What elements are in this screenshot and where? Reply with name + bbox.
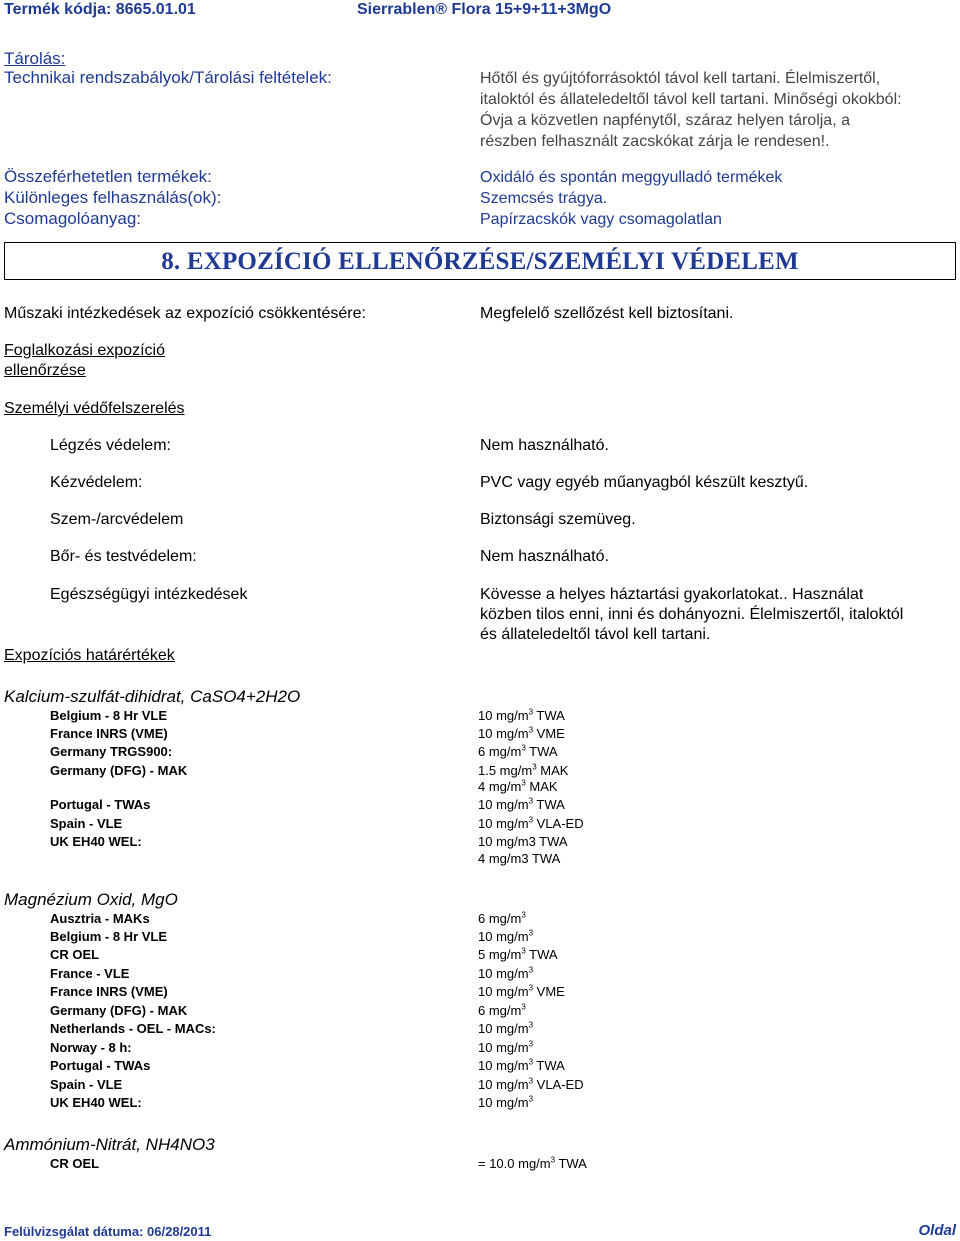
review-date: Felülvizsgálat dátuma: 06/28/2011 [4,1224,212,1239]
limit-value: 10 $mg/m^3$ [478,1020,534,1036]
limit-jurisdiction: Belgium - 8 Hr VLE [50,929,168,944]
storage-rules-line-4: részben felhasznált zacskókat zárja le rendesen!. [480,133,830,150]
storage-rules-line-2: italoktól és állateledeltől távol kell tartani. Minőségi okokból: [480,91,902,108]
limit-jurisdiction: France INRS (VME) [50,984,168,999]
limit-jurisdiction: Germany (DFG) - MAK [50,763,188,778]
skin-protection-value: Nem használható. [480,548,609,565]
limit-value: 4 $mg/m^3$ MAK [478,778,558,794]
limit-jurisdiction: France INRS (VME) [50,726,168,741]
limit-value: 10 mg/m3 TWA [478,834,568,849]
limit-value: 6 $mg/m^3$ [478,910,526,926]
substance-name: Ammónium-Nitrát, NH4NO3 [4,1135,215,1154]
limit-jurisdiction: Ausztria - MAKs [50,911,150,926]
hand-protection-label: Kézvédelem: [50,474,143,491]
eye-protection-label: Szem-/arcvédelem [50,511,184,528]
limit-jurisdiction: Spain - VLE [50,1077,123,1092]
limit-jurisdiction: CR OEL [50,947,100,962]
skin-protection-label: Bőr- és testvédelem: [50,548,197,565]
limit-jurisdiction: Belgium - 8 Hr VLE [50,708,168,723]
storage-heading: Tárolás: [4,49,66,68]
storage-rules-label: Technikai rendszabályok/Tárolási feltételek: [4,68,332,87]
limit-jurisdiction: Germany (DFG) - MAK [50,1003,188,1018]
limit-jurisdiction: Portugal - TWAs [50,797,151,812]
limit-jurisdiction: France - VLE [50,966,130,981]
limit-value: 10 $mg/m^3$ TWA [478,1057,565,1073]
limit-value: 1.5 $mg/m^3$ MAK [478,762,569,778]
occupational-exposure-label-2: ellenőrzése [4,362,86,379]
limit-value: 10 $mg/m^3$ VLA-ED [478,1076,584,1092]
limit-value: 10 $mg/m^3$ TWA [478,707,565,723]
packaging-value: Papírzacskók vagy csomagolatlan [480,211,722,228]
hygiene-measures-label: Egészségügyi intézkedések [50,586,248,603]
product-name: Sierrablen® Flora 15+9+11+3MgO [357,1,612,18]
limit-value: 6 $mg/m^3$ [478,1002,526,1018]
limit-value: = 10.0 $mg/m^3$ TWA [478,1155,587,1171]
substance-name: Magnézium Oxid, MgO [4,890,178,909]
limit-value: 10 $mg/m^3$ [478,1094,534,1110]
respiratory-protection-label: Légzés védelem: [50,437,171,454]
occupational-exposure-label-1: Foglalkozási expozíció [4,342,165,359]
limit-value: 10 $mg/m^3$ [478,928,534,944]
limit-value: 10 $mg/m^3$ VME [478,983,565,999]
limit-value: 10 $mg/m^3$ TWA [478,796,565,812]
limit-jurisdiction: Portugal - TWAs [50,1058,151,1073]
hand-protection-value: PVC vagy egyéb műanyagból készült kesztyű. [480,474,809,491]
limit-value: 10 $mg/m^3$ [478,965,534,981]
special-use-label: Különleges felhasználás(ok): [4,188,222,207]
substance-name: Kalcium-szulfát-dihidrat, CaSO4+2H2O [4,687,301,706]
limit-jurisdiction: Norway - 8 h: [50,1040,132,1055]
section-8-header [4,242,956,280]
limit-jurisdiction: UK EH40 WEL: [50,834,142,849]
storage-rules-line-1: Hőtől és gyújtóforrásoktól távol kell tartani. Élelmiszertől, [480,70,881,87]
eye-protection-value: Biztonsági szemüveg. [480,511,636,528]
product-code: Termék kódja: 8665.01.01 [4,1,196,18]
hygiene-measures-line-3: és állateledeltől távol kell tartani. [480,626,711,643]
special-use-value: Szemcsés trágya. [480,190,608,207]
limit-jurisdiction: Spain - VLE [50,816,123,831]
engineering-controls-value: Megfelelő szellőzést kell biztosítani. [480,305,734,322]
page-label: Oldal [918,1222,956,1239]
hygiene-measures-line-2: közben tilos enni, inni és dohányozni. Élelmiszertől, italoktól [480,606,904,623]
limit-jurisdiction: UK EH40 WEL: [50,1095,142,1110]
packaging-label: Csomagolóanyag: [4,209,142,228]
limit-jurisdiction: Germany TRGS900: [50,744,173,759]
limit-jurisdiction: CR OEL [50,1156,100,1171]
limit-value: 5 $mg/m^3$ TWA [478,946,558,962]
limit-value: 10 $mg/m^3$ [478,1039,534,1055]
limit-value: 10 $mg/m^3$ VME [478,725,565,741]
incompat-label: Összeférhetetlen termékek: [4,167,212,186]
limit-value: 4 mg/m3 TWA [478,851,561,866]
storage-rules-line-3: Óvja a közvetlen napfénytől, száraz helyen tárolja, a [480,112,850,129]
section-8-title: 8. EXPOZÍCIÓ ELLENŐRZÉSE/SZEMÉLYI VÉDELEM [161,248,799,275]
ppe-label: Személyi védőfelszerelés [4,400,185,417]
engineering-controls-label: Műszaki intézkedések az expozíció csökkentésére: [4,305,366,322]
hygiene-measures-line-1: Kövesse a helyes háztartási gyakorlatokat.. Használat [480,586,864,603]
respiratory-protection-value: Nem használható. [480,437,609,454]
incompat-value: Oxidáló és spontán meggyulladó termékek [480,169,783,186]
exposure-limits-label: Expozíciós határértékek [4,647,175,664]
limit-value: 10 $mg/m^3$ VLA-ED [478,815,584,831]
limit-value: 6 $mg/m^3$ TWA [478,743,558,759]
limit-jurisdiction: Netherlands - OEL - MACs: [50,1021,216,1036]
